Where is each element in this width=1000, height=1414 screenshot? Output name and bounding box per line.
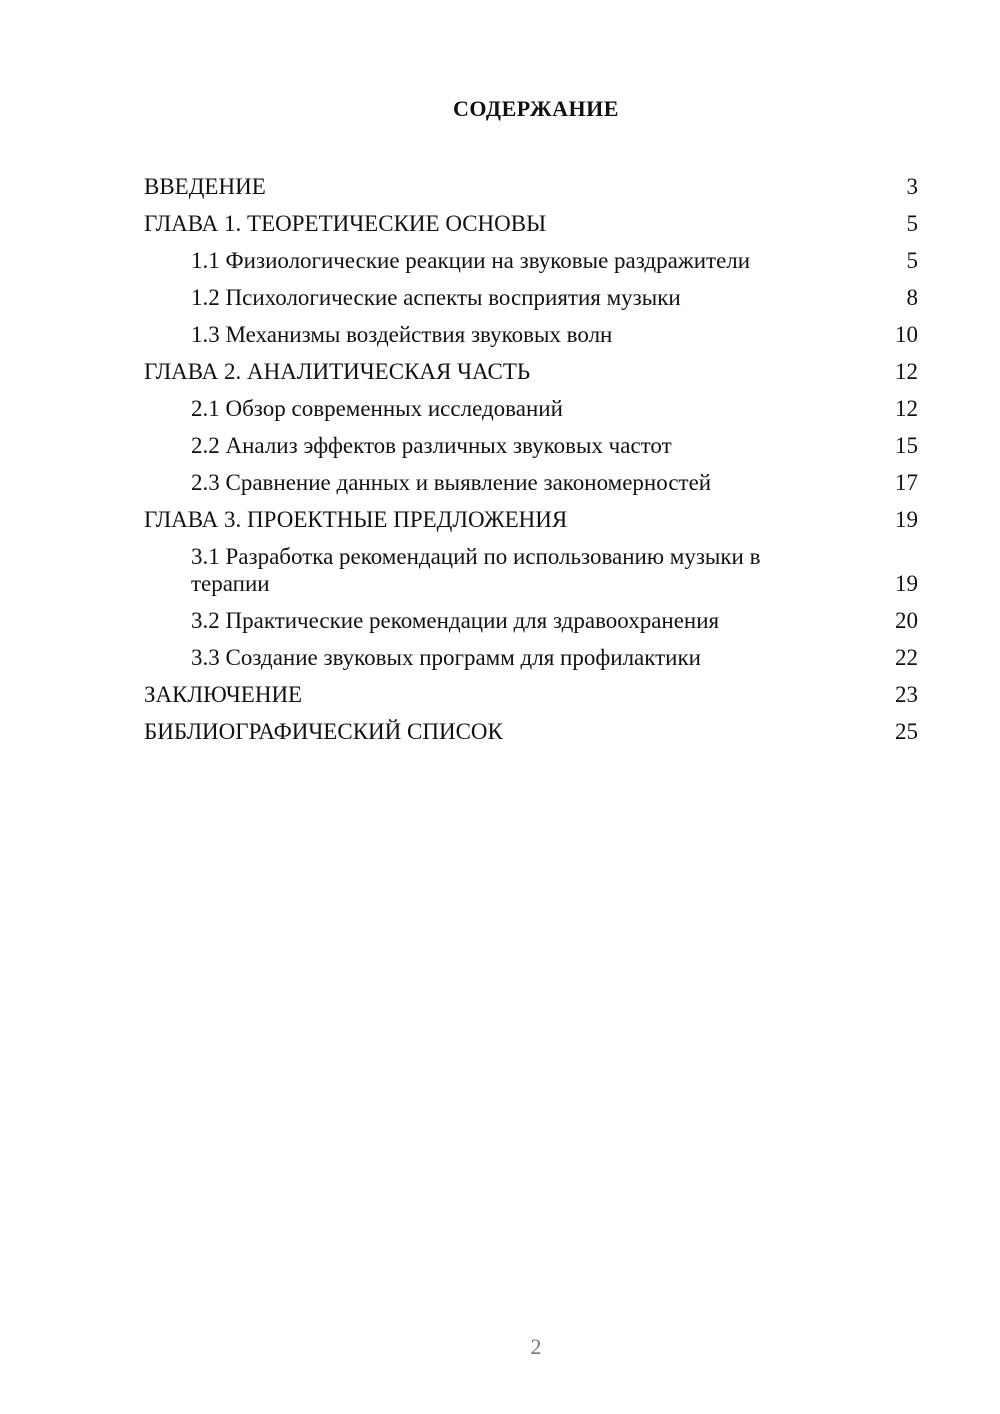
toc-entry-page: 8 xyxy=(906,285,918,310)
toc-entry-page: 19 xyxy=(895,571,918,596)
toc-entry-page: 12 xyxy=(895,396,918,421)
toc-entry-page: 22 xyxy=(895,645,918,670)
toc-entry-label: 3.3 Создание звуковых программ для профилактики xyxy=(191,645,701,670)
toc-title: СОДЕРЖАНИЕ xyxy=(453,96,619,121)
toc-entry-section-3-3[interactable] xyxy=(144,639,918,676)
toc-entry-introduction[interactable] xyxy=(144,168,918,205)
toc-entry-conclusion[interactable] xyxy=(144,676,918,713)
toc-entry-page: 5 xyxy=(906,211,918,236)
toc-entry-label: БИБЛИОГРАФИЧЕСКИЙ СПИСОК xyxy=(144,719,503,744)
toc-entry-page: 15 xyxy=(895,433,918,458)
toc-entry-page: 19 xyxy=(895,507,918,532)
toc-entry-section-1-2[interactable] xyxy=(144,279,918,316)
toc-entry-label: ГЛАВА 3. ПРОЕКТНЫЕ ПРЕДЛОЖЕНИЯ xyxy=(144,507,568,532)
toc-entry-section-3-2[interactable] xyxy=(144,602,918,639)
toc-entry-section-1-3[interactable] xyxy=(144,316,918,353)
toc-entry-section-3-1[interactable] xyxy=(144,538,918,602)
toc-entry-label: 2.3 Сравнение данных и выявление закономерностей xyxy=(191,470,712,495)
toc-entry-label: ЗАКЛЮЧЕНИЕ xyxy=(144,682,303,707)
toc-entry-label: ВВЕДЕНИЕ xyxy=(144,174,266,199)
toc-entry-page: 23 xyxy=(895,682,918,707)
toc-entry-page: 3 xyxy=(906,174,918,199)
toc-entry-bibliography[interactable] xyxy=(144,713,918,750)
toc-entry-label: 3.1 Разработка рекомендаций по использованию музыки в терапии xyxy=(191,544,761,596)
toc-entry-section-2-1[interactable] xyxy=(144,390,918,427)
toc-entry-section-2-3[interactable] xyxy=(144,464,918,501)
page-number: 2 xyxy=(530,1334,542,1359)
toc-entry-page: 20 xyxy=(895,608,918,633)
toc-entry-page: 10 xyxy=(895,322,918,347)
toc-entry-label: 1.2 Психологические аспекты восприятия музыки xyxy=(191,285,681,310)
toc-list xyxy=(144,168,918,750)
toc-entry-chapter-3[interactable] xyxy=(144,501,918,538)
toc-entry-page: 17 xyxy=(895,470,918,495)
toc-entry-label: ГЛАВА 1. ТЕОРЕТИЧЕСКИЕ ОСНОВЫ xyxy=(144,211,547,236)
toc-entry-chapter-2[interactable] xyxy=(144,353,918,390)
toc-entry-label: 1.1 Физиологические реакции на звуковые раздражители xyxy=(191,248,751,273)
toc-entry-page: 25 xyxy=(895,719,918,744)
toc-entry-page: 5 xyxy=(906,248,918,273)
toc-entry-page: 12 xyxy=(895,359,918,384)
toc-entry-label: 1.3 Механизмы воздействия звуковых волн xyxy=(191,322,613,347)
toc-entry-label: ГЛАВА 2. АНАЛИТИЧЕСКАЯ ЧАСТЬ xyxy=(144,359,531,384)
toc-entry-label: 2.1 Обзор современных исследований xyxy=(191,396,563,421)
toc-entry-chapter-1[interactable] xyxy=(144,205,918,242)
toc-entry-label: 2.2 Анализ эффектов различных звуковых частот xyxy=(191,433,672,458)
toc-entry-label: 3.2 Практические рекомендации для здравоохранения xyxy=(191,608,720,633)
toc-entry-section-1-1[interactable] xyxy=(144,242,918,279)
toc-entry-section-2-2[interactable] xyxy=(144,427,918,464)
